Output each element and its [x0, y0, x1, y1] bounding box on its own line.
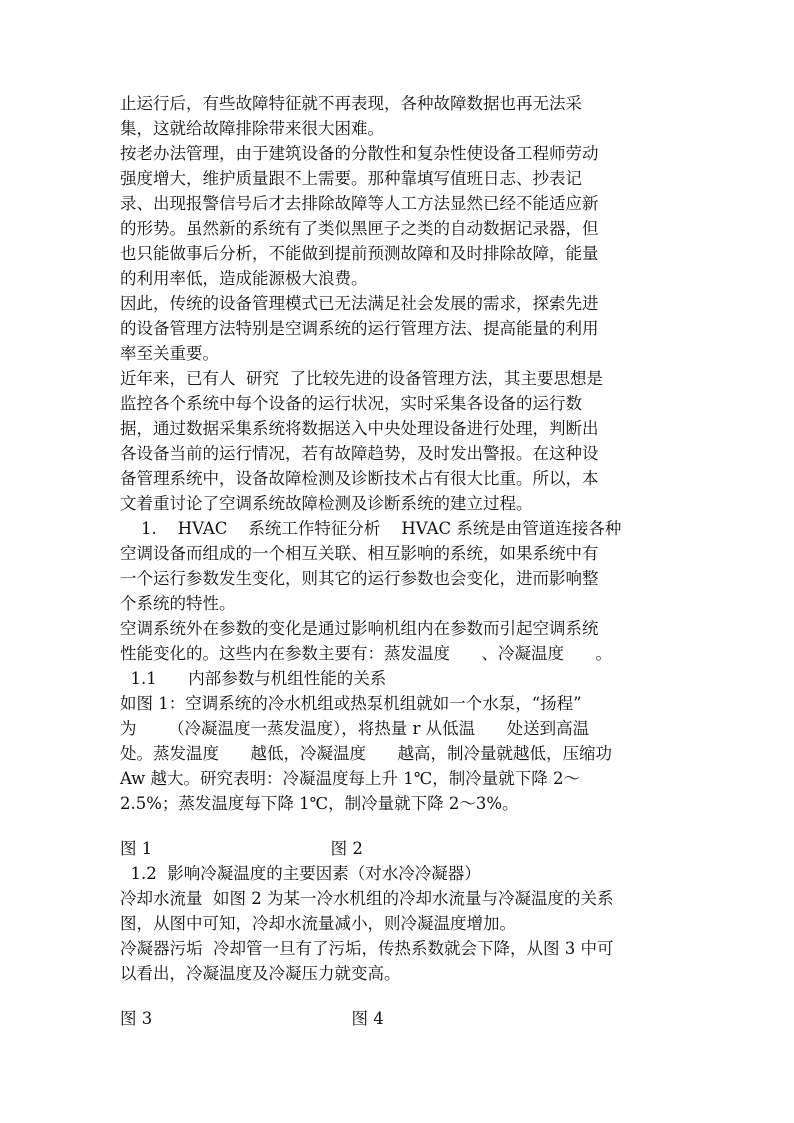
text-line: 止运行后，有些故障特征就不再表现，各种故障数据也再无法采 — [120, 94, 582, 113]
text-line: 图，从图中可知，冷却水流量减小，则冷凝温度增加。 — [120, 914, 516, 933]
text-line: 近年来，已有人 研究 了比较先进的设备管理方法，其主要思想是 — [120, 369, 603, 388]
spacer — [120, 986, 676, 1006]
text-line: 集，这就给故障排除带来很大困难。 — [120, 119, 384, 138]
text-line: 空调设备而组成的一个相互关联、相互影响的系统，如果系统中有 — [120, 544, 599, 563]
text-line: Aw 越大。研究表明：冷凝温度每上升 1℃，制冷量就下降 2～ — [120, 769, 580, 788]
text-line: 的形势。虽然新的系统有了类似黑匣子之类的自动数据记录器，但 — [120, 219, 599, 238]
text-line: 据，通过数据采集系统将数据送入中央处理设备进行处理，判断出 — [120, 419, 599, 438]
text-line: 空调系统外在参数的变化是通过影响机组内在参数而引起空调系统 — [120, 619, 599, 638]
text-line: 监控各个系统中每个设备的运行状况，实时采集各设备的运行数 — [120, 394, 582, 413]
text-line: 的利用率低，造成能源极大浪费。 — [120, 269, 368, 288]
text-line: 录、出现报警信号后才去排除故障等人工方法显然已经不能适应新 — [120, 194, 599, 213]
text-line: 个系统的特性。 — [120, 594, 236, 613]
text-line: 性能变化的。这些内在参数主要有：蒸发温度 、冷凝温度 。 — [120, 644, 612, 663]
text-line: 冷凝器污垢 冷却管一旦有了污垢，传热系数就会下降，从图 3 中可 — [120, 939, 614, 958]
text-line: 处。蒸发温度 越低，冷凝温度 越高，制冷量就越低，压缩功 — [120, 744, 612, 763]
text-line: 为 （冷凝温度一蒸发温度），将热量 r 从低温 处送到高温 — [120, 719, 590, 738]
subsection-heading: 1.2 影响冷凝温度的主要因素（对水冷冷凝器） — [120, 864, 481, 883]
section-heading-line: 1. HVAC 系统工作特征分析 HVAC 系统是由管道连接各种 — [120, 519, 622, 538]
text-line: 冷却水流量 如图 2 为某一冷水机组的冷却水流量与冷凝温度的关系 — [120, 889, 614, 908]
text-line: 一个运行参数发生变化，则其它的运行参数也会变化，进而影响整 — [120, 569, 599, 588]
text-line: 以看出，冷凝温度及冷凝压力就变高。 — [120, 964, 401, 983]
text-line: 文着重讨论了空调系统故障检测及诊断系统的建立过程。 — [120, 494, 533, 513]
text-line: 各设备当前的运行情况，若有故障趋势，及时发出警报。在这种设 — [120, 444, 599, 463]
document-body — [120, 91, 676, 1031]
text-line: 2.5%；蒸发温度每下降 1℃，制冷量就下降 2～3%。 — [120, 794, 519, 813]
spacer — [120, 816, 676, 836]
figure-caption-row: 图 1 图 2 — [120, 839, 363, 858]
text-line: 也只能做事后分析，不能做到提前预测故障和及时排除故障，能量 — [120, 244, 599, 263]
text-line: 按老办法管理，由于建筑设备的分散性和复杂性使设备工程师劳动 — [120, 144, 599, 163]
figure-caption-row: 图 3 图 4 — [120, 1009, 384, 1028]
text-line: 率至关重要。 — [120, 344, 219, 363]
text-line: 的设备管理方法特别是空调系统的运行管理方法、提高能量的利用 — [120, 319, 599, 338]
text-line: 备管理系统中，设备故障检测及诊断技术占有很大比重。所以，本 — [120, 469, 599, 488]
text-line: 如图 1：空调系统的冷水机组或热泵机组就如一个水泵，“扬程” — [120, 694, 582, 713]
subsection-heading: 1.1 内部参数与机组性能的关系 — [120, 669, 387, 688]
text-line: 强度增大，维护质量跟不上需要。那种靠填写值班日志、抄表记 — [120, 169, 582, 188]
text-line: 因此，传统的设备管理模式已无法满足社会发展的需求，探索先进 — [120, 294, 599, 313]
